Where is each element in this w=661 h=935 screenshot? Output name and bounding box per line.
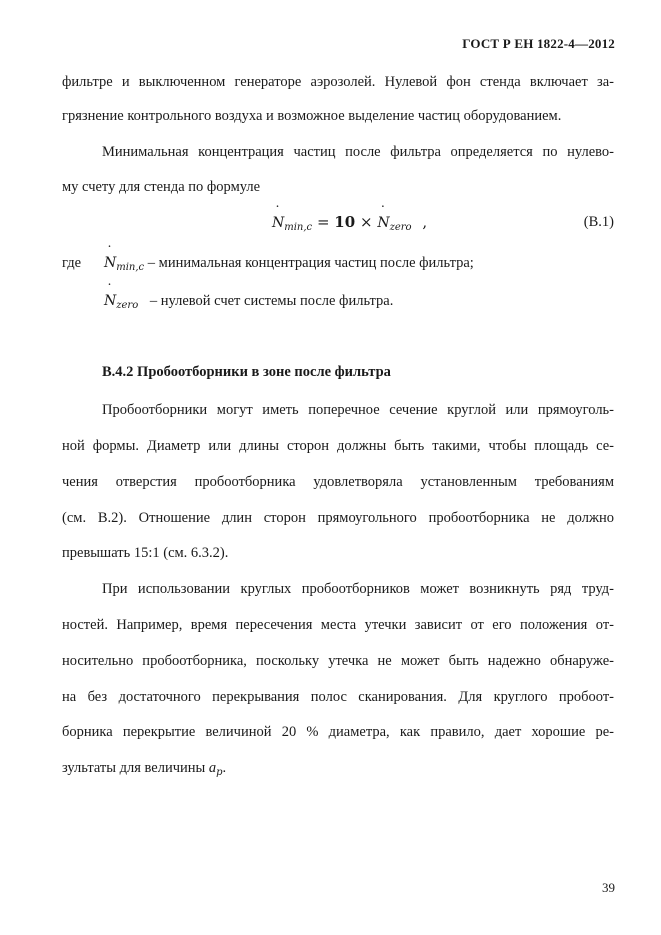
- paragraph-line-text: зультаты для величины: [62, 760, 206, 776]
- definition-1-symbol: ˙ N: [104, 255, 116, 271]
- paragraph-line: ной формы. Диаметр или длины сторон должны быть такими, чтобы площадь се-: [62, 438, 614, 454]
- section-heading: B.4.2 Пробоотборники в зоне после фильтра: [102, 364, 391, 380]
- definition-2: [104, 293, 393, 311]
- formula-number: (B.1): [583, 214, 614, 230]
- paragraph-line: на без достаточного перекрывания полос сканирования. Для круглого пробоот-: [62, 689, 614, 705]
- paragraph-line: Пробоотборники могут иметь поперечное сечение круглой или прямоуголь-: [102, 402, 614, 418]
- formula-times: ×: [359, 213, 373, 231]
- formula-coefficient: 10: [334, 213, 356, 231]
- formula-lhs-subscript: min,c: [284, 222, 313, 233]
- formula-comma: ,: [422, 213, 428, 231]
- variable-subscript: p: [216, 767, 223, 778]
- formula-b1: [272, 213, 427, 233]
- definition-2-subscript: zero: [116, 300, 139, 311]
- paragraph-line: (см. B.2). Отношение длин сторон прямоугольного пробоотборника не должно: [62, 510, 614, 526]
- paragraph-line: [62, 758, 614, 783]
- definition-1-subscript: min,c: [116, 262, 145, 273]
- paragraph-line: чения отверстия пробоотборника удовлетворяла установленным требованиям: [62, 474, 614, 490]
- sentence-end: .: [222, 760, 227, 776]
- standard-header: ГОСТ Р ЕН 1822-4—2012: [462, 36, 615, 51]
- formula-equals: =: [316, 213, 330, 231]
- definition-2-symbol: ˙ N: [104, 293, 116, 309]
- definition-1: [104, 255, 474, 273]
- formula-rhs-symbol: ˙ N: [377, 215, 389, 231]
- definition-2-text: – нулевой счет системы после фильтра.: [149, 293, 394, 309]
- paragraph-line: При использовании круглых пробоотборников может возникнуть ряд труд-: [102, 581, 614, 597]
- page-number: 39: [602, 880, 615, 895]
- definition-1-text: – минимальная концентрация частиц после фильтра;: [147, 255, 474, 271]
- formula-lhs-symbol: ˙ N: [272, 215, 284, 231]
- paragraph-line: му счету для стенда по формуле: [62, 179, 261, 195]
- paragraph-line: превышать 15:1 (см. 6.3.2).: [62, 545, 229, 561]
- paragraph-line: фильтре и выключенном генераторе аэрозолей. Нулевой фон стенда включает за-: [62, 74, 614, 90]
- paragraph-line: борника перекрытие величиной 20 % диаметра, как правило, дает хорошие ре-: [62, 724, 614, 740]
- paragraph-line: Минимальная концентрация частиц после фильтра определяется по нулево-: [102, 144, 614, 160]
- paragraph-line: ностей. Например, время пересечения места утечки зависит от его положения от-: [62, 617, 614, 633]
- formula-rhs-subscript: zero: [389, 222, 412, 233]
- paragraph-line: носительно пробоотборника, поскольку утечка не может быть надежно обнаруже-: [62, 653, 614, 669]
- definition-where: где: [62, 255, 82, 271]
- variable-symbol: a: [208, 760, 217, 776]
- paragraph-line: грязнение контрольного воздуха и возможное выделение частиц оборудованием.: [62, 108, 562, 124]
